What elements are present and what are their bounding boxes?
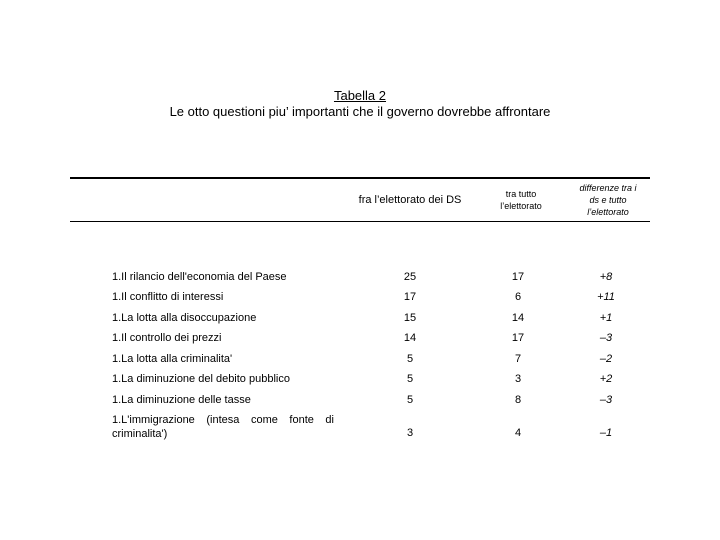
header-difference-line3: l’elettorato: [587, 207, 629, 217]
row-value-diff: +2: [599, 373, 613, 385]
row-label-line1: 1.L'immigrazione (intesa come fonte di: [112, 414, 334, 426]
row-label: 1.La diminuzione del debito pubblico: [112, 373, 290, 385]
row-value-ds: 25: [403, 271, 417, 283]
row-value-ds: 14: [403, 332, 417, 344]
row-value-all: 3: [514, 373, 522, 385]
table-row: [0, 290, 720, 310]
header-ds-electorate: fra l’elettorato dei DS: [358, 194, 462, 206]
header-all-electorate-line1: tra tutto: [505, 189, 537, 199]
table-row: [0, 352, 720, 372]
row-label: 1.Il conflitto di interessi: [112, 291, 224, 303]
table-caption: Le otto questioni piu’ importanti che il governo dovrebbe affrontare: [169, 104, 551, 119]
row-value-diff: +8: [599, 271, 613, 283]
header-top-rule: [70, 177, 650, 179]
row-label: 1.La diminuzione delle tasse: [112, 394, 251, 406]
header-bottom-rule: [70, 221, 650, 222]
row-value-all: 17: [511, 271, 525, 283]
row-label: 1.La lotta alla disoccupazione: [112, 312, 257, 324]
table-number: Tabella 2: [333, 88, 387, 103]
row-value-all: 7: [514, 353, 522, 365]
row-value-diff: –1: [599, 427, 613, 439]
row-value-all: 6: [514, 291, 522, 303]
row-value-all: 14: [511, 312, 525, 324]
table-row: [0, 331, 720, 351]
row-value-ds: 17: [403, 291, 417, 303]
row-label-line2: criminalita'): [112, 428, 168, 440]
table-row: [0, 413, 720, 447]
table-row: [0, 270, 720, 290]
row-value-all: 4: [514, 427, 522, 439]
header-difference-line2: ds e tutto: [589, 195, 627, 205]
row-value-diff: +11: [597, 291, 615, 303]
row-value-ds: 5: [406, 373, 414, 385]
table-row: [0, 393, 720, 413]
row-label: 1.Il rilancio dell'economia del Paese: [112, 271, 287, 283]
row-value-all: 17: [511, 332, 525, 344]
row-value-all: 8: [514, 394, 522, 406]
header-all-electorate: [486, 188, 556, 212]
row-value-ds: 15: [403, 312, 417, 324]
row-value-ds: 5: [406, 353, 414, 365]
table-row: [0, 372, 720, 392]
header-difference: [566, 182, 650, 218]
row-value-diff: –3: [599, 332, 613, 344]
row-value-ds: 5: [406, 394, 414, 406]
header-difference-line1: differenze tra i: [579, 183, 637, 193]
row-label: 1.La lotta alla criminalita': [112, 353, 233, 365]
row-value-ds: 3: [406, 427, 414, 439]
header-all-electorate-line2: l’elettorato: [500, 201, 542, 211]
table-title: [0, 88, 720, 120]
row-value-diff: –2: [599, 353, 613, 365]
row-label: 1.Il controllo dei prezzi: [112, 332, 222, 344]
row-value-diff: +1: [599, 312, 613, 324]
table-row: [0, 311, 720, 331]
row-label: [112, 413, 334, 441]
row-value-diff: –3: [599, 394, 613, 406]
